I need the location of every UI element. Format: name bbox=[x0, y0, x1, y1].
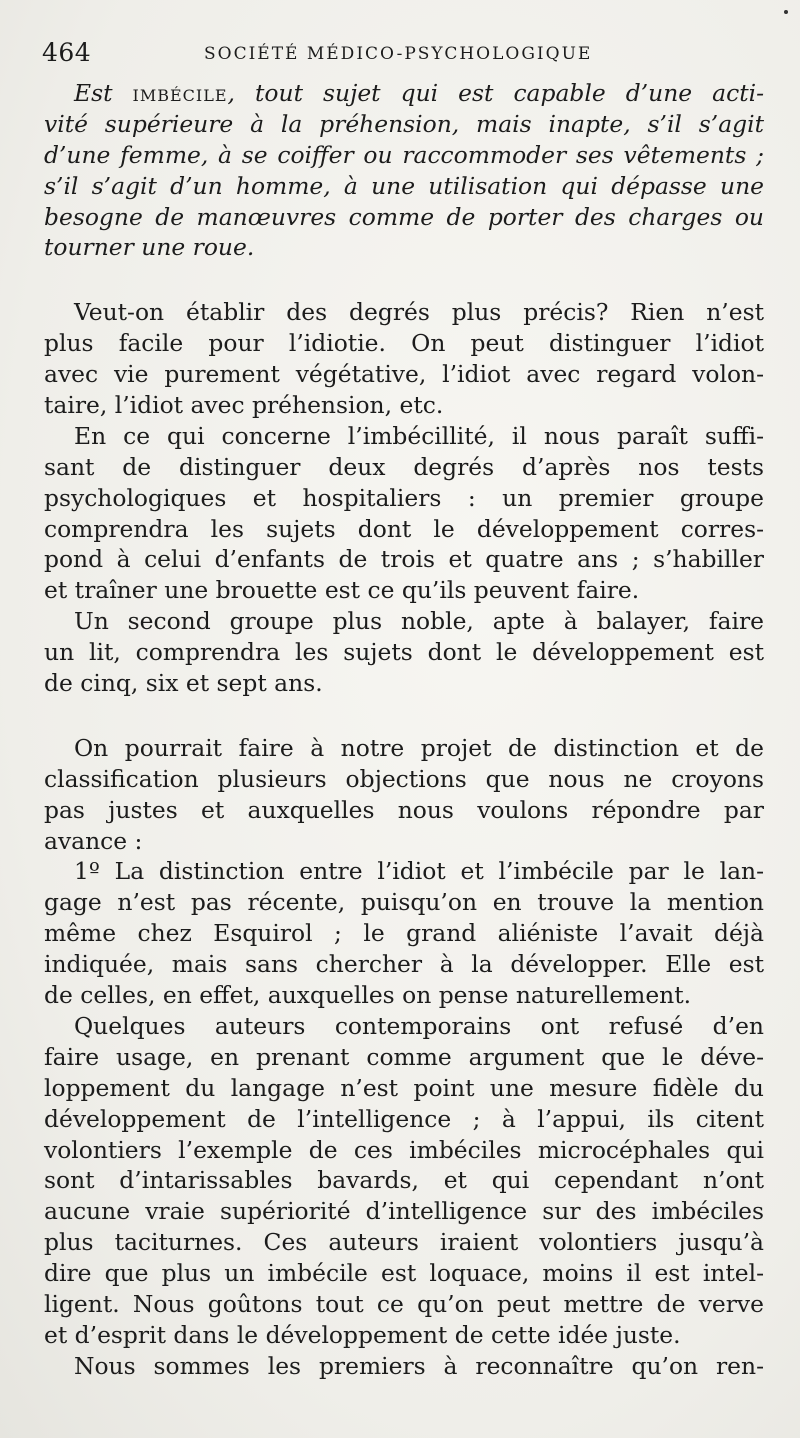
paragraph-second-group bbox=[44, 606, 764, 699]
text-line: Nous sommes les premiers à reconnaître qu’on ren- bbox=[74, 1351, 764, 1380]
text-line: vité supérieure à la préhension, mais inapte, s’il s’agit bbox=[44, 109, 764, 138]
text-line: aucune vraie supériorité d’intelligence sur des imbéciles bbox=[44, 1197, 764, 1226]
text-line: plus taciturnes. Ces auteurs iraient volontiers jusqu’à bbox=[44, 1228, 764, 1257]
body-text bbox=[44, 78, 764, 1382]
text-line: Un second groupe plus noble, apte à balayer, faire bbox=[74, 607, 764, 636]
text-line: tourner une roue. bbox=[44, 233, 255, 262]
text-line: classification plusieurs objections que nous ne croyons bbox=[44, 764, 764, 793]
text-line: avec vie purement végétative, l’idiot avec regard volon- bbox=[44, 360, 764, 389]
text-line: s’il s’agit d’un homme, à une utilisation qui dépasse une bbox=[44, 171, 764, 200]
text-line: indiquée, mais sans chercher à la développer. Elle est bbox=[44, 950, 764, 979]
text-line: plus facile pour l’idiotie. On peut distinguer l’idiot bbox=[44, 329, 764, 358]
text-line: taire, l’idiot avec préhension, etc. bbox=[44, 391, 444, 420]
text-line: dire que plus un imbécile est loquace, moins il est intel- bbox=[44, 1259, 764, 1288]
paragraph-imbecility-groups bbox=[44, 421, 764, 606]
text-line: et traîner une brouette est ce qu’ils peuvent faire. bbox=[44, 576, 640, 605]
text-line: pond à celui d’enfants de trois et quatre ans ; s’habiller bbox=[44, 545, 764, 574]
running-head: SOCIÉTÉ MÉDICO-PSYCHOLOGIQUE bbox=[204, 44, 593, 64]
text-line: faire usage, en prenant comme argument que le déve- bbox=[44, 1042, 764, 1071]
page-header bbox=[42, 38, 762, 70]
term-imbecile: imbécile bbox=[132, 79, 228, 107]
text-line: de cinq, six et sept ans. bbox=[44, 669, 323, 698]
text-line: d’une femme, à se coiffer ou raccommoder ses vêtements ; bbox=[44, 140, 764, 169]
text-line: Veut-on établir des degrés plus précis? Rien n’est bbox=[74, 298, 764, 327]
page-number: 464 bbox=[42, 38, 92, 67]
text-line: sont d’intarissables bavards, et qui cependant n’ont bbox=[44, 1166, 764, 1195]
text-line: pas justes et auxquelles nous voulons répondre par bbox=[44, 795, 764, 824]
text-line: On pourrait faire à notre projet de distinction et de bbox=[74, 733, 764, 762]
paragraph-definition-imbecile bbox=[44, 78, 764, 263]
text-line: et d’esprit dans le développement de cette idée juste. bbox=[44, 1320, 681, 1349]
text-line: de celles, en effet, auxquelles on pense naturellement. bbox=[44, 981, 692, 1010]
text-line: Est imbécile, tout sujet qui est capable d’une acti- bbox=[74, 79, 764, 107]
paragraph-objections bbox=[44, 733, 764, 857]
text-line: développement de l’intelligence ; à l’appui, ils citent bbox=[44, 1104, 764, 1133]
text-line: même chez Esquirol ; le grand aliéniste l’avait déjà bbox=[44, 919, 764, 948]
paragraph-objection-1 bbox=[44, 856, 764, 1010]
text-line: comprendra les sujets dont le développement corres- bbox=[44, 514, 764, 543]
text-line: sant de distinguer deux degrés d’après nos tests bbox=[44, 452, 764, 481]
text-line: besogne de manœuvres comme de porter des charges ou bbox=[44, 202, 764, 231]
paragraph-contemporary-authors bbox=[44, 1011, 764, 1351]
paragraph-degrees bbox=[44, 297, 764, 421]
paragraph-closing bbox=[44, 1351, 764, 1382]
text-line: psychologiques et hospitaliers : un premier groupe bbox=[44, 483, 764, 512]
ink-speck bbox=[784, 10, 788, 14]
text-line: gage n’est pas récente, puisqu’on en trouve la mention bbox=[44, 888, 764, 917]
text-line: avance : bbox=[44, 826, 143, 855]
text-line: ligent. Nous goûtons tout ce qu’on peut mettre de verve bbox=[44, 1289, 764, 1318]
text-line: Quelques auteurs contemporains ont refusé d’en bbox=[74, 1011, 764, 1040]
text-line: volontiers l’exemple de ces imbéciles microcéphales qui bbox=[44, 1135, 764, 1164]
text-line: un lit, comprendra les sujets dont le développement est bbox=[44, 638, 764, 667]
text-line: loppement du langage n’est point une mesure fidèle du bbox=[44, 1073, 764, 1102]
text-line: 1º La distinction entre l’idiot et l’imbécile par le lan- bbox=[74, 857, 764, 886]
text-line: En ce qui concerne l’imbécillité, il nous paraît suffi- bbox=[74, 421, 764, 450]
